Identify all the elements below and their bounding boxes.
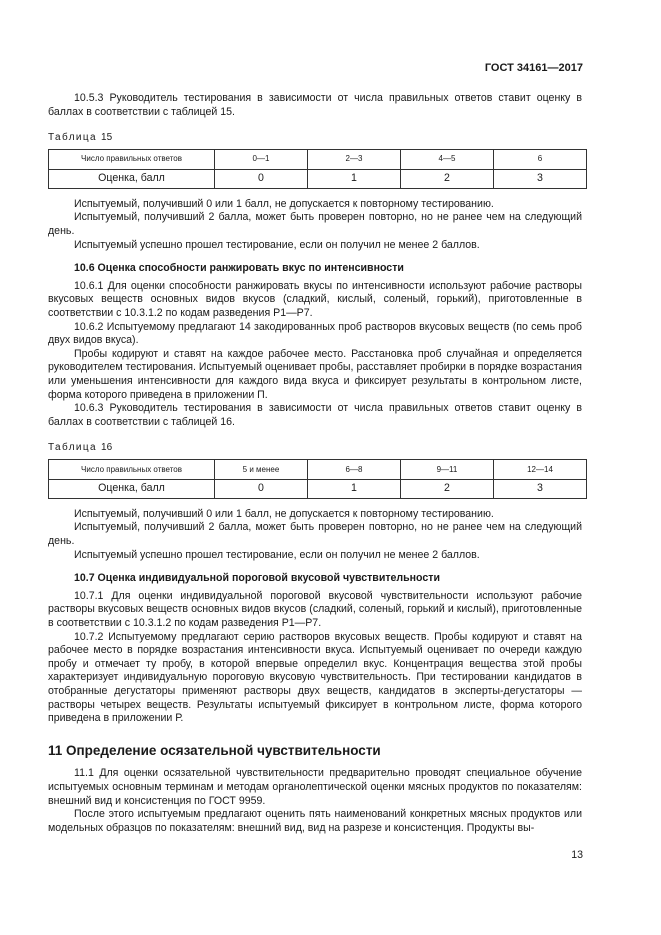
table-caption-number: 16 <box>101 442 113 454</box>
table-15 <box>48 149 587 189</box>
document-code: ГОСТ 34161—2017 <box>484 62 583 74</box>
table-row <box>49 149 587 169</box>
table-row <box>49 169 587 188</box>
paragraph: 10.6.2 Испытуемому предлагают 14 закодированных проб растворов вкусовых веществ (по семь проб двух видов вкуса). <box>48 320 582 347</box>
paragraph: После этого испытуемым предлагают оценить пять наименований конкретных мясных продуктов или модельных образцов по показателям: внешний вид, вид на разрезе и консистенция. Продукты вы- <box>48 808 582 834</box>
table-cell: 12—14 <box>494 459 587 479</box>
paragraph: Испытуемый, получивший 0 или 1 балл, не допускается к повторному тестированию. <box>74 197 494 210</box>
paragraph: 10.6.3 Руководитель тестирования в зависимости от числа правильных ответов ставит оценку в баллах в соответствии с таблицей 16. <box>48 402 582 428</box>
table-row <box>49 479 587 498</box>
paragraph: Испытуемый, получивший 2 балла, может быть проверен повторно, но не ранее чем на следующий день. <box>48 521 582 548</box>
section-heading-10-6: 10.6 Оценка способности ранжировать вкус по интенсивности <box>74 262 404 275</box>
document-body <box>48 92 582 835</box>
table-16 <box>48 459 587 499</box>
table-caption-number: 15 <box>101 132 113 144</box>
table-cell: 1 <box>308 479 401 498</box>
section-heading-10-7: 10.7 Оценка индивидуальной пороговой вкусовой чувствительности <box>74 572 440 585</box>
page-number: 13 <box>571 849 583 861</box>
table-cell: 2 <box>401 479 494 498</box>
table-cell: Число правильных ответов <box>49 459 215 479</box>
table-cell: 3 <box>494 169 587 188</box>
section-heading-11: 11 Определение осязательной чувствительности <box>48 742 381 758</box>
paragraph: Пробы кодируют и ставят на каждое рабочее место. Расстановка проб случайная и определяется руководителем тестирования. Испытуемый оценивает пробы, расставляет пробирки в порядке возрастания или уменьшения интенсивности для каждого вида вкуса и фиксирует результаты в контрольном листе, форма которого приведена в приложении П. <box>48 347 582 401</box>
table-16-caption <box>48 441 582 455</box>
table-cell: 0—1 <box>215 149 308 169</box>
paragraph: Испытуемый, получивший 2 балла, может быть проверен повторно, но не ранее чем на следующий день. <box>48 211 582 237</box>
paragraph: 10.7.2 Испытуемому предлагают серию растворов вкусовых веществ. Пробы кодируют и ставят на рабочее место в порядке возрастания интенсивности вкуса. Испытуемый оценивает по очереди каждую пробу и отмечает ту пробу, в которой впервые определил вкус. Концентрация вещества этой пробы характеризует индивидуальную пороговую вкусовую чувствительность. При тестировании кандидатов в отобранные дегустаторы применяют растворы двух веществ, кандидатов в эксперты-дегустаторы — растворы четырех веществ. Результаты испытуемый фиксирует в контрольном листе, форма которого приведена в приложении Р. <box>48 630 582 725</box>
table-cell: 6 <box>494 149 587 169</box>
table-cell: 2 <box>401 169 494 188</box>
paragraph: 11.1 Для оценки осязательной чувствительности предварительно проводят специальное обучение испытуемых основным терминам и методам органолептической оценки мясных продуктов по показателям: внешний вид и консистенция по ГОСТ 9959. <box>48 767 582 807</box>
table-cell: 6—8 <box>308 459 401 479</box>
table-caption-word: Таблица <box>48 132 98 144</box>
paragraph: 10.7.1 Для оценки индивидуальной пороговой вкусовой чувствительности используют рабочие растворы вкусовых веществ основных видов вкусов (сладкий, соленый, горький и кислый), приготовленные в соответствии с 10.3.1.2 по кодам разведения Р1—Р7. <box>48 589 582 630</box>
table-caption-word: Таблица <box>48 442 98 454</box>
table-cell: 0 <box>215 479 308 498</box>
table-cell: 5 и менее <box>215 459 308 479</box>
table-cell: 4—5 <box>401 149 494 169</box>
table-cell: 3 <box>494 479 587 498</box>
paragraph: Испытуемый успешно прошел тестирование, если он получил не менее 2 баллов. <box>74 238 480 251</box>
table-cell: 1 <box>308 169 401 188</box>
table-cell: Число правильных ответов <box>49 149 215 169</box>
paragraph: Испытуемый, получивший 0 или 1 балл, не допускается к повторному тестированию. <box>74 507 494 520</box>
paragraph-10-5-3: 10.5.3 Руководитель тестирования в зависимости от числа правильных ответов ставит оценку в баллах в соответствии с таблицей 15. <box>48 92 582 118</box>
table-cell: 2—3 <box>308 149 401 169</box>
table-15-caption <box>48 131 582 145</box>
table-row <box>49 459 587 479</box>
table-cell: 9—11 <box>401 459 494 479</box>
table-cell: Оценка, балл <box>49 169 215 188</box>
paragraph: Испытуемый успешно прошел тестирование, если он получил не менее 2 баллов. <box>74 548 480 561</box>
table-cell: 0 <box>215 169 308 188</box>
paragraph: 10.6.1 Для оценки способности ранжировать вкусы по интенсивности используют рабочие растворы вкусовых веществ основных видов вкусов (сладкий, кислый, соленый, горький), приготовленные в соответствии с 10.3.1.2 по кодам разведения Р1—Р7. <box>48 279 582 319</box>
table-cell: Оценка, балл <box>49 479 215 498</box>
